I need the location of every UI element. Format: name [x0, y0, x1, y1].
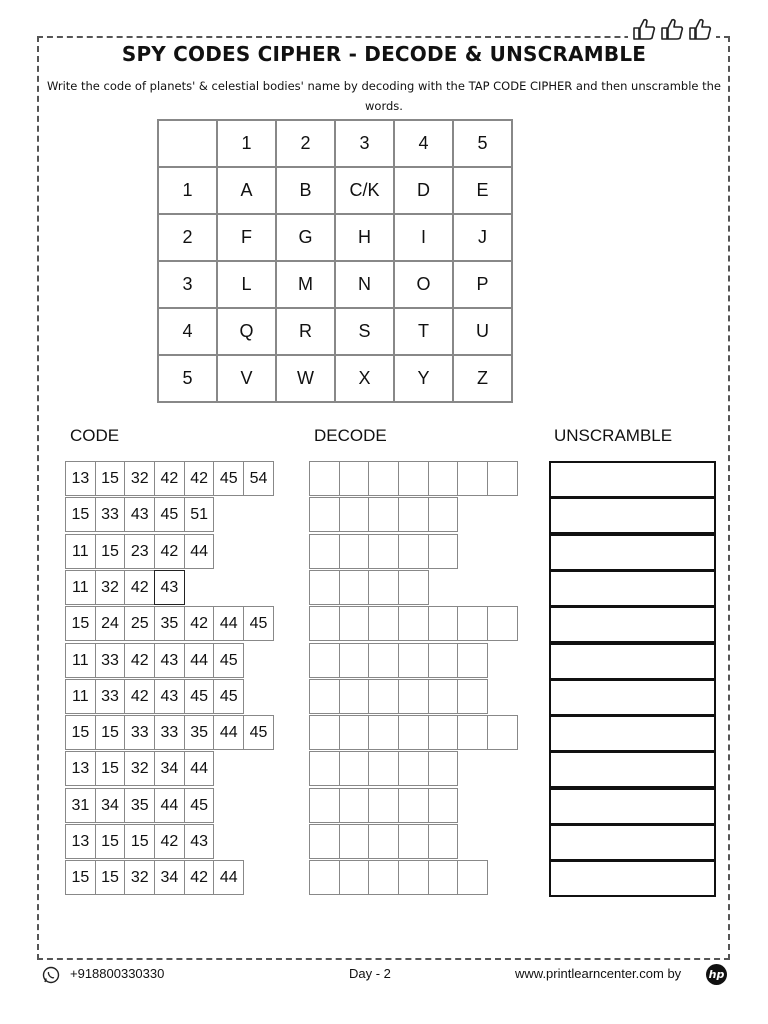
- unscramble-answer-box[interactable]: [549, 715, 716, 752]
- code-row: [66, 462, 274, 496]
- code-cell: 15: [95, 751, 126, 786]
- decode-row: [310, 535, 458, 569]
- key-cell: 2: [276, 120, 335, 167]
- decode-letter-box[interactable]: [309, 606, 340, 641]
- key-cell: M: [276, 261, 335, 308]
- decode-letter-box[interactable]: [339, 461, 370, 496]
- code-cell: 45: [184, 788, 215, 823]
- unscramble-answer-box[interactable]: [549, 824, 716, 861]
- decode-letter-box[interactable]: [428, 606, 459, 641]
- code-cell: 54: [243, 461, 274, 496]
- decode-letter-box[interactable]: [368, 679, 399, 714]
- decode-letter-box[interactable]: [368, 497, 399, 532]
- code-cell: 33: [95, 643, 126, 678]
- decode-letter-box[interactable]: [398, 788, 429, 823]
- decode-row: [310, 680, 488, 714]
- decode-letter-box[interactable]: [428, 497, 459, 532]
- code-row: [66, 535, 214, 569]
- code-cell: 33: [124, 715, 155, 750]
- code-cell: 13: [65, 824, 96, 859]
- decode-letter-box[interactable]: [368, 570, 399, 605]
- code-cell: 42: [154, 534, 185, 569]
- key-cell: Y: [394, 355, 453, 402]
- code-cell: 43: [154, 570, 185, 605]
- key-cell: Q: [217, 308, 276, 355]
- decode-letter-box[interactable]: [339, 715, 370, 750]
- code-cell: 34: [154, 860, 185, 895]
- key-cell: I: [394, 214, 453, 261]
- code-cell: 43: [154, 679, 185, 714]
- decode-letter-box[interactable]: [487, 461, 518, 496]
- unscramble-answer-box[interactable]: [549, 860, 716, 897]
- key-cell: S: [335, 308, 394, 355]
- decode-row: [310, 607, 518, 641]
- decode-letter-box[interactable]: [428, 461, 459, 496]
- decode-letter-box[interactable]: [339, 824, 370, 859]
- code-cell: 34: [154, 751, 185, 786]
- decode-letter-box[interactable]: [309, 751, 340, 786]
- code-cell: 32: [124, 461, 155, 496]
- tap-code-key-table: [157, 119, 513, 403]
- key-row: [158, 308, 512, 355]
- unscramble-answer-box[interactable]: [549, 751, 716, 788]
- code-row: [66, 789, 214, 823]
- decode-letter-box[interactable]: [428, 534, 459, 569]
- decode-letter-box[interactable]: [457, 461, 488, 496]
- key-cell: [158, 120, 217, 167]
- decode-letter-box[interactable]: [309, 534, 340, 569]
- decode-letter-box[interactable]: [339, 497, 370, 532]
- decode-letter-box[interactable]: [487, 606, 518, 641]
- code-row: [66, 861, 244, 895]
- code-cell: 15: [65, 606, 96, 641]
- decode-letter-box[interactable]: [457, 679, 488, 714]
- decode-letter-box[interactable]: [428, 679, 459, 714]
- code-cell: 44: [213, 715, 244, 750]
- code-cell: 34: [95, 788, 126, 823]
- code-cell: 15: [95, 860, 126, 895]
- decode-letter-box[interactable]: [457, 643, 488, 678]
- key-cell: 1: [158, 167, 217, 214]
- decode-letter-box[interactable]: [368, 751, 399, 786]
- key-cell: 3: [158, 261, 217, 308]
- unscramble-answer-box[interactable]: [549, 788, 716, 825]
- key-cell: 4: [394, 120, 453, 167]
- code-cell: 13: [65, 461, 96, 496]
- code-row: [66, 607, 274, 641]
- code-cell: 44: [184, 534, 215, 569]
- code-cell: 35: [184, 715, 215, 750]
- decode-letter-box[interactable]: [309, 497, 340, 532]
- unscramble-answer-box[interactable]: [549, 643, 716, 680]
- decode-letter-box[interactable]: [428, 643, 459, 678]
- code-cell: 33: [154, 715, 185, 750]
- instructions: Write the code of planets' & celestial bodies' name by decoding with the TAP CODE CIPHER and then unscramble the words.: [46, 79, 722, 113]
- key-cell: 5: [453, 120, 512, 167]
- unscramble-answer-box[interactable]: [549, 679, 716, 716]
- code-cell: 32: [124, 751, 155, 786]
- decode-letter-box[interactable]: [398, 824, 429, 859]
- decode-letter-box[interactable]: [457, 606, 488, 641]
- key-cell: W: [276, 355, 335, 402]
- code-cell: 32: [124, 860, 155, 895]
- code-row: [66, 825, 214, 859]
- unscramble-answer-box[interactable]: [549, 461, 716, 498]
- key-cell: 3: [335, 120, 394, 167]
- decode-letter-box[interactable]: [487, 715, 518, 750]
- unscramble-answer-box[interactable]: [549, 606, 716, 643]
- decode-letter-box[interactable]: [309, 824, 340, 859]
- code-cell: 45: [154, 497, 185, 532]
- decode-letter-box[interactable]: [457, 715, 488, 750]
- code-cell: 44: [184, 643, 215, 678]
- decode-letter-box[interactable]: [398, 461, 429, 496]
- key-cell: U: [453, 308, 512, 355]
- key-cell: N: [335, 261, 394, 308]
- decode-letter-box[interactable]: [339, 788, 370, 823]
- code-cell: 45: [243, 715, 274, 750]
- decode-letter-box[interactable]: [368, 788, 399, 823]
- code-cell: 11: [65, 534, 96, 569]
- decode-letter-box[interactable]: [368, 534, 399, 569]
- code-cell: 44: [213, 860, 244, 895]
- code-cell: 42: [184, 860, 215, 895]
- key-row: [158, 355, 512, 402]
- key-cell: R: [276, 308, 335, 355]
- decode-letter-box[interactable]: [457, 860, 488, 895]
- code-cell: 45: [184, 679, 215, 714]
- decode-row: [310, 789, 458, 823]
- whatsapp-icon: [42, 966, 60, 984]
- decode-letter-box[interactable]: [398, 606, 429, 641]
- code-cell: 44: [213, 606, 244, 641]
- key-cell: 4: [158, 308, 217, 355]
- code-cell: 11: [65, 679, 96, 714]
- decode-row: [310, 462, 518, 496]
- code-cell: 42: [124, 570, 155, 605]
- decode-letter-box[interactable]: [339, 860, 370, 895]
- unscramble-answer-box[interactable]: [549, 570, 716, 607]
- decode-letter-box[interactable]: [428, 824, 459, 859]
- key-cell: 2: [158, 214, 217, 261]
- key-cell: F: [217, 214, 276, 261]
- code-row: [66, 644, 244, 678]
- code-cell: 42: [184, 461, 215, 496]
- decode-letter-box[interactable]: [428, 751, 459, 786]
- code-cell: 51: [184, 497, 215, 532]
- decode-letter-box[interactable]: [368, 461, 399, 496]
- code-cell: 42: [124, 679, 155, 714]
- key-cell: G: [276, 214, 335, 261]
- code-row: [66, 680, 244, 714]
- decode-letter-box[interactable]: [398, 643, 429, 678]
- code-cell: 11: [65, 643, 96, 678]
- key-cell: L: [217, 261, 276, 308]
- footer-day: Day - 2: [349, 966, 391, 981]
- thumbs-up-icon: [631, 16, 657, 42]
- key-cell: A: [217, 167, 276, 214]
- decode-letter-box[interactable]: [398, 534, 429, 569]
- key-cell: V: [217, 355, 276, 402]
- code-cell: 15: [95, 715, 126, 750]
- decode-letter-box[interactable]: [309, 570, 340, 605]
- code-cell: 43: [154, 643, 185, 678]
- decode-letter-box[interactable]: [339, 534, 370, 569]
- footer-phone: +918800330330: [70, 966, 165, 981]
- key-cell: T: [394, 308, 453, 355]
- decode-letter-box[interactable]: [309, 860, 340, 895]
- page-title: SPY CODES CIPHER - DECODE & UNSCRAMBLE: [121, 42, 647, 66]
- decode-letter-box[interactable]: [309, 715, 340, 750]
- code-cell: 42: [124, 643, 155, 678]
- code-cell: 43: [184, 824, 215, 859]
- key-row: [158, 261, 512, 308]
- code-cell: 35: [124, 788, 155, 823]
- key-row: [158, 214, 512, 261]
- code-cell: 24: [95, 606, 126, 641]
- code-cell: 15: [65, 860, 96, 895]
- code-cell: 15: [65, 497, 96, 532]
- unscramble-column-heading: UNSCRAMBLE: [554, 426, 673, 445]
- decode-letter-box[interactable]: [398, 497, 429, 532]
- decode-letter-box[interactable]: [428, 860, 459, 895]
- code-cell: 23: [124, 534, 155, 569]
- code-cell: 35: [154, 606, 185, 641]
- code-cell: 43: [124, 497, 155, 532]
- code-cell: 44: [154, 788, 185, 823]
- decode-row: [310, 716, 518, 750]
- code-cell: 15: [95, 461, 126, 496]
- code-cell: 11: [65, 570, 96, 605]
- key-header-row: [158, 120, 512, 167]
- decode-letter-box[interactable]: [368, 824, 399, 859]
- code-cell: 13: [65, 751, 96, 786]
- decode-letter-box[interactable]: [339, 606, 370, 641]
- decode-letter-box[interactable]: [368, 860, 399, 895]
- code-row: [66, 752, 214, 786]
- decode-letter-box[interactable]: [309, 461, 340, 496]
- decode-row: [310, 825, 458, 859]
- code-cell: 15: [65, 715, 96, 750]
- decode-letter-box[interactable]: [339, 751, 370, 786]
- code-cell: 44: [184, 751, 215, 786]
- decode-row: [310, 861, 488, 895]
- unscramble-answer-box[interactable]: [549, 497, 716, 534]
- decode-row: [310, 752, 458, 786]
- code-cell: 42: [184, 606, 215, 641]
- hp-logo: hp: [706, 964, 727, 985]
- key-cell: J: [453, 214, 512, 261]
- decode-letter-box[interactable]: [339, 570, 370, 605]
- footer-website[interactable]: www.printlearncenter.com by: [515, 966, 682, 981]
- key-cell: O: [394, 261, 453, 308]
- code-cell: 45: [213, 461, 244, 496]
- code-cell: 45: [213, 679, 244, 714]
- thumbs-up-icon: [659, 16, 685, 42]
- key-cell: C/K: [335, 167, 394, 214]
- code-cell: 42: [154, 461, 185, 496]
- key-cell: E: [453, 167, 512, 214]
- unscramble-answer-box[interactable]: [549, 534, 716, 571]
- key-cell: 5: [158, 355, 217, 402]
- decode-letter-box[interactable]: [339, 679, 370, 714]
- key-cell: P: [453, 261, 512, 308]
- code-cell: 42: [154, 824, 185, 859]
- decode-column-heading: DECODE: [314, 426, 387, 445]
- decode-letter-box[interactable]: [398, 751, 429, 786]
- decode-letter-box[interactable]: [428, 715, 459, 750]
- decode-letter-box[interactable]: [398, 860, 429, 895]
- key-row: [158, 167, 512, 214]
- code-cell: 45: [243, 606, 274, 641]
- decode-letter-box[interactable]: [339, 643, 370, 678]
- thumbs-up-icon: [687, 16, 713, 42]
- decode-letter-box[interactable]: [368, 715, 399, 750]
- decode-letter-box[interactable]: [309, 679, 340, 714]
- code-cell: 33: [95, 497, 126, 532]
- decode-letter-box[interactable]: [398, 715, 429, 750]
- key-cell: B: [276, 167, 335, 214]
- decode-letter-box[interactable]: [398, 570, 429, 605]
- code-cell: 15: [95, 824, 126, 859]
- key-cell: 1: [217, 120, 276, 167]
- code-cell: 32: [95, 570, 126, 605]
- code-cell: 45: [213, 643, 244, 678]
- decode-row: [310, 571, 429, 605]
- code-cell: 15: [95, 534, 126, 569]
- decode-letter-box[interactable]: [309, 643, 340, 678]
- decode-letter-box[interactable]: [428, 788, 459, 823]
- decode-letter-box[interactable]: [398, 679, 429, 714]
- decode-letter-box[interactable]: [309, 788, 340, 823]
- code-row: [66, 498, 214, 532]
- decode-row: [310, 644, 488, 678]
- key-cell: D: [394, 167, 453, 214]
- code-column-heading: CODE: [70, 426, 120, 445]
- code-cell: 15: [124, 824, 155, 859]
- code-row: [66, 571, 185, 605]
- code-cell: 31: [65, 788, 96, 823]
- key-cell: H: [335, 214, 394, 261]
- code-row: [66, 716, 274, 750]
- decode-letter-box[interactable]: [368, 606, 399, 641]
- key-cell: Z: [453, 355, 512, 402]
- code-cell: 33: [95, 679, 126, 714]
- code-cell: 25: [124, 606, 155, 641]
- key-cell: X: [335, 355, 394, 402]
- decode-letter-box[interactable]: [368, 643, 399, 678]
- decode-row: [310, 498, 458, 532]
